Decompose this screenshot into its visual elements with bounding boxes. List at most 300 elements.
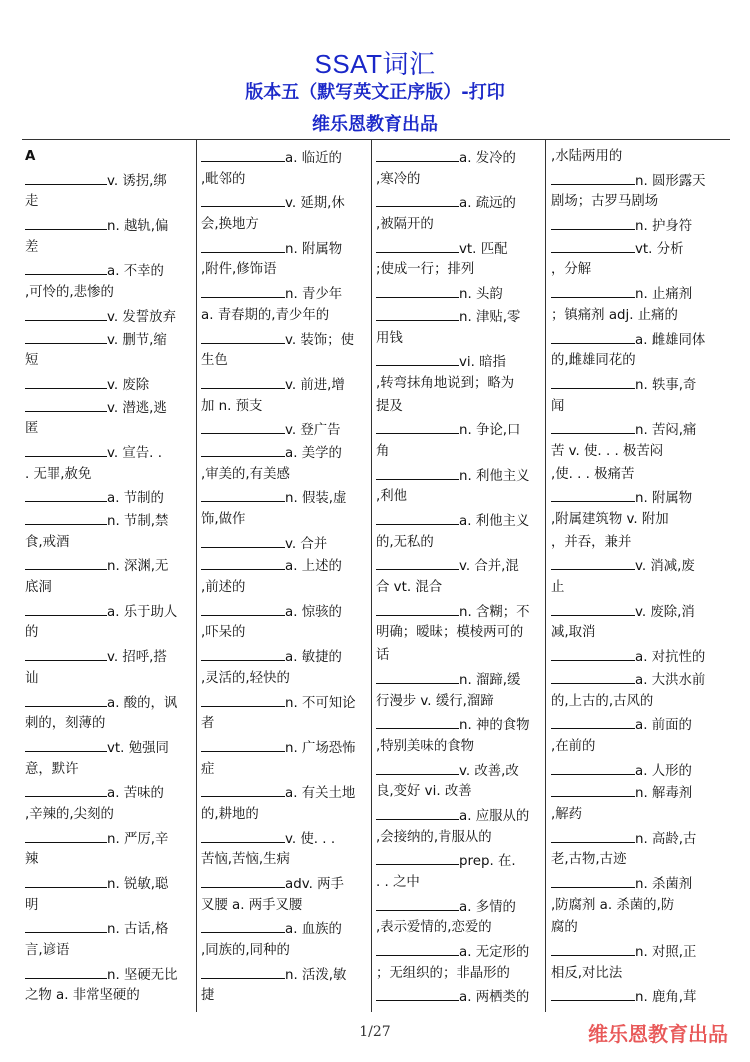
vocab-continuation-line [201, 350, 369, 373]
definition-text: 底洞 [25, 580, 52, 596]
vocab-continuation-line [376, 214, 544, 237]
vocab-entry-line [551, 373, 727, 396]
answer-blank [201, 328, 285, 344]
vocab-continuation-line [551, 441, 727, 464]
vocab-continuation-line [201, 305, 369, 328]
definition-text: ,附件,修饰语 [201, 262, 277, 278]
vocab-continuation-line [25, 985, 193, 1008]
answer-blank [551, 759, 635, 775]
vocab-entry-line [376, 237, 544, 260]
vocab-entry-line [551, 985, 727, 1008]
definition-text: vt. 分析 [635, 241, 684, 257]
answer-blank [551, 373, 635, 389]
header-rule [22, 139, 730, 140]
vocab-entry-line [376, 713, 544, 736]
definition-text: 老,古物,古迹 [551, 852, 627, 868]
vocab-entry-line [376, 282, 544, 305]
answer-blank [25, 781, 107, 797]
vocab-entry-line [25, 554, 193, 577]
vocab-continuation-line [25, 759, 193, 782]
definition-text: ；镇痛剂 adj. 止痛的 [551, 307, 678, 323]
vocab-entry-line [25, 169, 193, 192]
answer-blank [551, 328, 635, 344]
definition-text: 意，默许 [25, 761, 79, 777]
definition-text: n. 杀菌剂 [635, 877, 693, 892]
definition-text: n. 护身符 [635, 219, 693, 235]
vocab-entry-line [201, 781, 369, 804]
answer-blank [25, 827, 107, 843]
vocab-entry-line [376, 305, 544, 328]
answer-blank [551, 282, 635, 298]
vocab-entry-line [551, 759, 727, 782]
definition-text: 辣 [25, 852, 39, 868]
publisher-line: 维乐恩教育出品 [312, 114, 438, 135]
publisher-watermark: 维乐恩教育出品 [588, 1022, 728, 1046]
vocab-continuation-line [201, 214, 369, 237]
answer-blank [376, 350, 459, 366]
vocab-continuation-line [25, 282, 193, 305]
definition-text: n. 津贴,零 [459, 309, 521, 325]
definition-text: a. 发冷的 [459, 151, 516, 166]
definition-text: n. 高龄,古 [635, 831, 697, 847]
vocab-entry-line [201, 600, 369, 623]
definition-text: 刺的，刻薄的 [25, 716, 106, 732]
definition-text: a. 苦味的 [107, 786, 164, 802]
vocab-entry-line [201, 328, 369, 351]
definition-text: ;使成一行；排列 [376, 262, 475, 278]
definition-text: a. 临近的 [285, 151, 342, 166]
vocab-continuation-line [201, 940, 369, 963]
answer-blank [376, 804, 459, 820]
vocab-entry-line [25, 736, 193, 759]
vocab-continuation-line [551, 396, 727, 419]
definition-text: a. 美学的 [285, 445, 342, 461]
vocab-continuation-line [25, 804, 193, 827]
answer-blank [25, 214, 107, 230]
definition-text: 明确；暧昧；模棱两可的 [376, 625, 524, 641]
definition-text: n. 假装,虚 [285, 491, 347, 507]
definition-text: . 无罪,赦免 [25, 466, 92, 482]
definition-text: 行漫步 v. 缓行,溜蹄 [376, 693, 494, 709]
vocab-continuation-line [376, 963, 544, 986]
vocab-entry-line [376, 668, 544, 691]
vocab-continuation-line [551, 305, 727, 328]
definition-text: 食,戒酒 [25, 534, 70, 550]
vocab-continuation-line [376, 645, 544, 668]
answer-blank [551, 668, 635, 684]
vocab-entry-line [551, 940, 727, 963]
vocab-entry-line [25, 373, 193, 396]
definition-text: v. 合并,混 [459, 559, 519, 575]
vocab-entry-line [201, 645, 369, 668]
definition-text: 良,变好 vi. 改善 [376, 784, 472, 800]
vocab-entry-line [551, 418, 727, 441]
vocab-continuation-line [25, 940, 193, 963]
vocab-entry-line [201, 418, 369, 441]
vocab-continuation-line [376, 441, 544, 464]
vocab-entry-line [551, 554, 727, 577]
definition-text: a. 应服从的 [459, 808, 530, 824]
definition-text: 提及 [376, 398, 403, 414]
answer-blank [201, 532, 285, 548]
vocab-continuation-line [376, 917, 544, 940]
answer-blank [376, 554, 459, 570]
vocab-entry-line [201, 827, 369, 850]
vocab-entry-line [25, 872, 193, 895]
vocab-entry-line [376, 146, 544, 169]
definition-text: n. 古话,格 [107, 922, 169, 938]
answer-blank [25, 917, 107, 933]
vocab-continuation-line [376, 691, 544, 714]
answer-blank [25, 328, 107, 344]
vocab-entry-line [25, 259, 193, 282]
definition-text: a. 酸的，讽 [107, 695, 178, 711]
definition-text: a. 无定形的 [459, 945, 530, 961]
definition-text: n. 苦闷,痛 [635, 423, 697, 439]
definition-text: 的 [25, 625, 39, 641]
vocab-entry-line [376, 554, 544, 577]
vocab-entry-line [376, 940, 544, 963]
answer-blank [25, 486, 107, 502]
definition-text: a. 乐于助人 [107, 604, 178, 620]
answer-blank [376, 418, 459, 434]
definition-text: v. 废除,消 [635, 604, 695, 620]
definition-text: ，分解 [551, 262, 592, 278]
answer-blank [551, 214, 635, 230]
answer-blank [376, 237, 459, 253]
answer-blank [201, 827, 285, 843]
answer-blank [376, 146, 459, 162]
definition-text: 会,换地方 [201, 217, 259, 233]
vocab-entry-line [376, 804, 544, 827]
answer-blank [201, 191, 285, 207]
answer-blank [201, 441, 285, 457]
vocab-continuation-line [25, 464, 193, 487]
vocab-entry-line [551, 600, 727, 623]
vocab-entry-line [201, 554, 369, 577]
vocab-entry-line [376, 759, 544, 782]
definition-text: 短 [25, 353, 39, 369]
vocab-continuation-line [201, 396, 369, 419]
vocab-entry-line [25, 963, 193, 986]
vocab-entry-line [201, 146, 369, 169]
vocab-entry-line [376, 191, 544, 214]
vocab-continuation-line [25, 713, 193, 736]
vocab-entry-line [25, 328, 193, 351]
answer-blank [201, 373, 285, 389]
definition-text: ,被隔开的 [376, 217, 434, 233]
vocab-entry-line [201, 441, 369, 464]
vocab-continuation-line [25, 577, 193, 600]
definition-text: a. 对抗性的 [635, 650, 706, 666]
vocab-continuation-line [25, 191, 193, 214]
vocab-entry-line [376, 509, 544, 532]
answer-blank [551, 600, 635, 616]
definition-text: v. 宣告. . [107, 445, 162, 461]
vocab-entry-line [551, 214, 727, 237]
definition-text: n. 解毒剂 [635, 786, 693, 802]
vocab-entry-line [376, 600, 544, 623]
answer-blank [25, 554, 107, 570]
answer-blank [551, 418, 635, 434]
definition-text: 言,谚语 [25, 943, 70, 959]
answer-blank [376, 849, 459, 865]
vocab-continuation-line [25, 849, 193, 872]
definition-text: a. 上述的 [285, 559, 342, 575]
vocab-continuation-line [551, 963, 727, 986]
vocab-continuation-line [376, 622, 544, 645]
definition-text: vt. 匹配 [459, 241, 508, 257]
answer-blank [551, 713, 635, 729]
definition-text: a. 利他主义 [459, 514, 530, 529]
answer-blank [25, 872, 107, 888]
section-letter [25, 146, 193, 169]
definition-text: v. 装饰；使 [285, 332, 354, 348]
definition-text: 症 [201, 761, 215, 777]
vocab-continuation-line [201, 259, 369, 282]
answer-blank [551, 872, 635, 888]
vocab-continuation-line [551, 191, 727, 214]
vocab-entry-line [25, 781, 193, 804]
definition-text: 话 [376, 648, 390, 664]
answer-blank [376, 191, 459, 207]
definition-text: 者 [201, 716, 215, 732]
definition-text: n. 含糊；不 [459, 604, 530, 620]
answer-blank [25, 169, 107, 185]
answer-blank [201, 781, 285, 797]
vocab-entry-line [25, 509, 193, 532]
vocab-entry-line [201, 532, 369, 555]
definition-text: v. 延期,休 [285, 196, 345, 212]
vocab-entry-line [551, 645, 727, 668]
definition-text: ,可怜的,悲惨的 [25, 285, 114, 301]
definition-text: ,灵活的,轻快的 [201, 670, 290, 686]
definition-text: 走 [25, 194, 39, 210]
vocab-entry-line [551, 237, 727, 260]
vocab-entry-line [551, 872, 727, 895]
definition-text: ,水陆两用的 [551, 149, 623, 164]
vocab-entry-line [25, 917, 193, 940]
definition-text: v. 消减,废 [635, 559, 695, 575]
definition-text: a. 惊骇的 [285, 604, 342, 620]
vocab-continuation-line [551, 849, 727, 872]
definition-text: n. 深渊,无 [107, 559, 169, 575]
answer-blank [551, 554, 635, 570]
definition-text: 苦恼,苦恼,生病 [201, 852, 290, 868]
vocab-continuation-line [376, 396, 544, 419]
definition-text: ,转弯抹角地说到；略为 [376, 375, 515, 391]
answer-blank [376, 940, 459, 956]
definition-text: n. 止痛剂 [635, 287, 693, 303]
definition-text: n. 越轨,偏 [107, 219, 169, 235]
definition-text: a. 有关土地 [285, 786, 356, 802]
definition-text: 叉腰 a. 两手叉腰 [201, 897, 303, 913]
vocab-continuation-line [376, 872, 544, 895]
definition-text: 讪 [25, 670, 39, 686]
definition-text: v. 前进,增 [285, 377, 345, 393]
answer-blank [551, 985, 635, 1001]
column-divider [371, 140, 372, 1012]
definition-text: v. 潜逃,逃 [107, 400, 167, 416]
answer-blank [376, 305, 459, 321]
vocab-continuation-line [376, 486, 544, 509]
definition-text: n. 附属物 [635, 491, 693, 507]
answer-blank [551, 237, 635, 253]
answer-blank [376, 509, 459, 525]
definition-text: n. 坚硬无比 [107, 967, 178, 983]
vocab-entry-line [551, 713, 727, 736]
definition-text: 合 vt. 混合 [376, 580, 443, 596]
definition-text: 明 [25, 897, 39, 913]
definition-text: a. 前面的 [635, 718, 692, 734]
vocab-entry-line [551, 486, 727, 509]
vocab-continuation-line [201, 804, 369, 827]
definition-text: 加 n. 预支 [201, 398, 263, 414]
vocab-entry-line [201, 736, 369, 759]
vocab-entry-line [201, 486, 369, 509]
definition-text: n. 圆形露天 [635, 173, 706, 189]
answer-blank [551, 645, 635, 661]
answer-blank [551, 781, 635, 797]
answer-blank [551, 827, 635, 843]
answer-blank [376, 600, 459, 616]
vocab-continuation-line [201, 668, 369, 691]
vocab-continuation-line [376, 169, 544, 192]
definition-text: ,前述的 [201, 580, 246, 596]
answer-blank [376, 282, 459, 298]
definition-text: 苦 v. 使. . . 极苦闷 [551, 443, 664, 459]
definition-text: n. 严厉,辛 [107, 831, 169, 847]
definition-text: ,辛辣的,尖刻的 [25, 806, 114, 822]
vocab-column-2 [201, 146, 369, 1008]
answer-blank [201, 237, 285, 253]
vocab-entry-line [551, 328, 727, 351]
answer-blank [376, 668, 459, 684]
definition-text: 差 [25, 239, 39, 255]
vocab-continuation-line [25, 668, 193, 691]
vocab-continuation-line [201, 464, 369, 487]
vocab-continuation-line [25, 532, 193, 555]
vocab-continuation-line [201, 509, 369, 532]
vocab-continuation-line [551, 464, 727, 487]
answer-blank [376, 713, 459, 729]
definition-text: v. 合并 [285, 536, 328, 552]
definition-text: v. 删节,缩 [107, 332, 167, 348]
answer-blank [201, 691, 285, 707]
definition-text: 的,雌雄同花的 [551, 353, 636, 369]
column-divider [196, 140, 197, 1012]
definition-text: 的,耕地的 [201, 806, 259, 822]
vocab-entry-line [25, 214, 193, 237]
vocab-continuation-line [25, 350, 193, 373]
definition-text: vi. 暗指 [459, 355, 506, 371]
definition-text: v. 诱拐,绑 [107, 173, 167, 189]
answer-blank [201, 486, 285, 502]
vocab-continuation-line [201, 895, 369, 918]
vocab-continuation-line [201, 713, 369, 736]
definition-text: 的,上古的,古风的 [551, 693, 654, 709]
answer-blank [25, 645, 107, 661]
definition-text: n. 活泼,敏 [285, 967, 347, 983]
definition-text: a. 多情的 [459, 899, 516, 915]
definition-text: prep. 在. [459, 854, 516, 870]
vocab-entry-line [551, 668, 727, 691]
definition-text: 剧场；古罗马剧场 [551, 194, 659, 210]
vocab-continuation-line [25, 237, 193, 260]
definition-text: n. 节制,禁 [107, 514, 169, 529]
vocab-continuation-line [551, 577, 727, 600]
vocab-entry-line [201, 872, 369, 895]
definition-text: v. 招呼,搭 [107, 650, 167, 666]
definition-text: 止 [551, 580, 565, 596]
definition-text: ；无组织的；非晶形的 [376, 965, 510, 981]
definition-text: n. 锐敏,聪 [107, 877, 169, 892]
vocab-continuation-line [551, 917, 727, 940]
answer-blank [25, 373, 107, 389]
definition-text: n. 广场恐怖 [285, 740, 356, 756]
vocab-entry-line [25, 305, 193, 328]
answer-blank [25, 259, 107, 275]
definition-text: 之物 a. 非常坚硬的 [25, 988, 140, 1004]
definition-text: 闻 [551, 398, 565, 414]
definition-text: n. 神的食物 [459, 718, 530, 734]
definition-text: n. 利他主义 [459, 468, 530, 484]
vocab-continuation-line [201, 849, 369, 872]
vocab-continuation-line [551, 350, 727, 373]
vocab-entry-line [201, 282, 369, 305]
answer-blank [25, 963, 107, 979]
vocab-continuation-line [201, 985, 369, 1008]
answer-blank [376, 895, 459, 911]
vocab-entry-line [25, 486, 193, 509]
definition-text: ,同族的,同种的 [201, 943, 290, 959]
vocab-continuation-line [376, 328, 544, 351]
definition-text: a. 不幸的 [107, 264, 164, 280]
definition-text: a. 青春期的,青少年的 [201, 307, 330, 323]
definition-text: a. 血族的 [285, 922, 342, 938]
vocab-entry-line [201, 237, 369, 260]
definition-text: n. 青少年 [285, 287, 343, 303]
answer-blank [376, 985, 459, 1001]
vocab-entry-line [25, 827, 193, 850]
definition-text: 减,取消 [551, 625, 596, 641]
definition-text: 匿 [25, 421, 39, 437]
definition-text: 的,无私的 [376, 534, 434, 550]
definition-text: v. 登广告 [285, 423, 341, 439]
definition-text: n. 争论,口 [459, 423, 521, 439]
answer-blank [551, 486, 635, 502]
answer-blank [376, 759, 459, 775]
definition-text: ,使. . . 极痛苦 [551, 466, 635, 482]
vocab-column-4 [551, 146, 727, 1008]
answer-blank [201, 600, 285, 616]
vocab-entry-line [376, 464, 544, 487]
vocab-continuation-line [376, 373, 544, 396]
vocab-continuation-line [376, 781, 544, 804]
vocab-continuation-line [201, 169, 369, 192]
definition-text: 用钱 [376, 330, 403, 346]
definition-text: ，并吞，兼并 [551, 534, 632, 550]
answer-blank [201, 645, 285, 661]
vocab-continuation-line [551, 804, 727, 827]
vocab-continuation-line [201, 759, 369, 782]
answer-blank [201, 554, 285, 570]
definition-text: ,附属建筑物 v. 附加 [551, 512, 669, 527]
vocab-continuation-line [201, 622, 369, 645]
vocab-continuation-line [551, 259, 727, 282]
definition-text: n. 溜蹄,缓 [459, 672, 521, 688]
definition-text: a. 疏远的 [459, 196, 516, 212]
